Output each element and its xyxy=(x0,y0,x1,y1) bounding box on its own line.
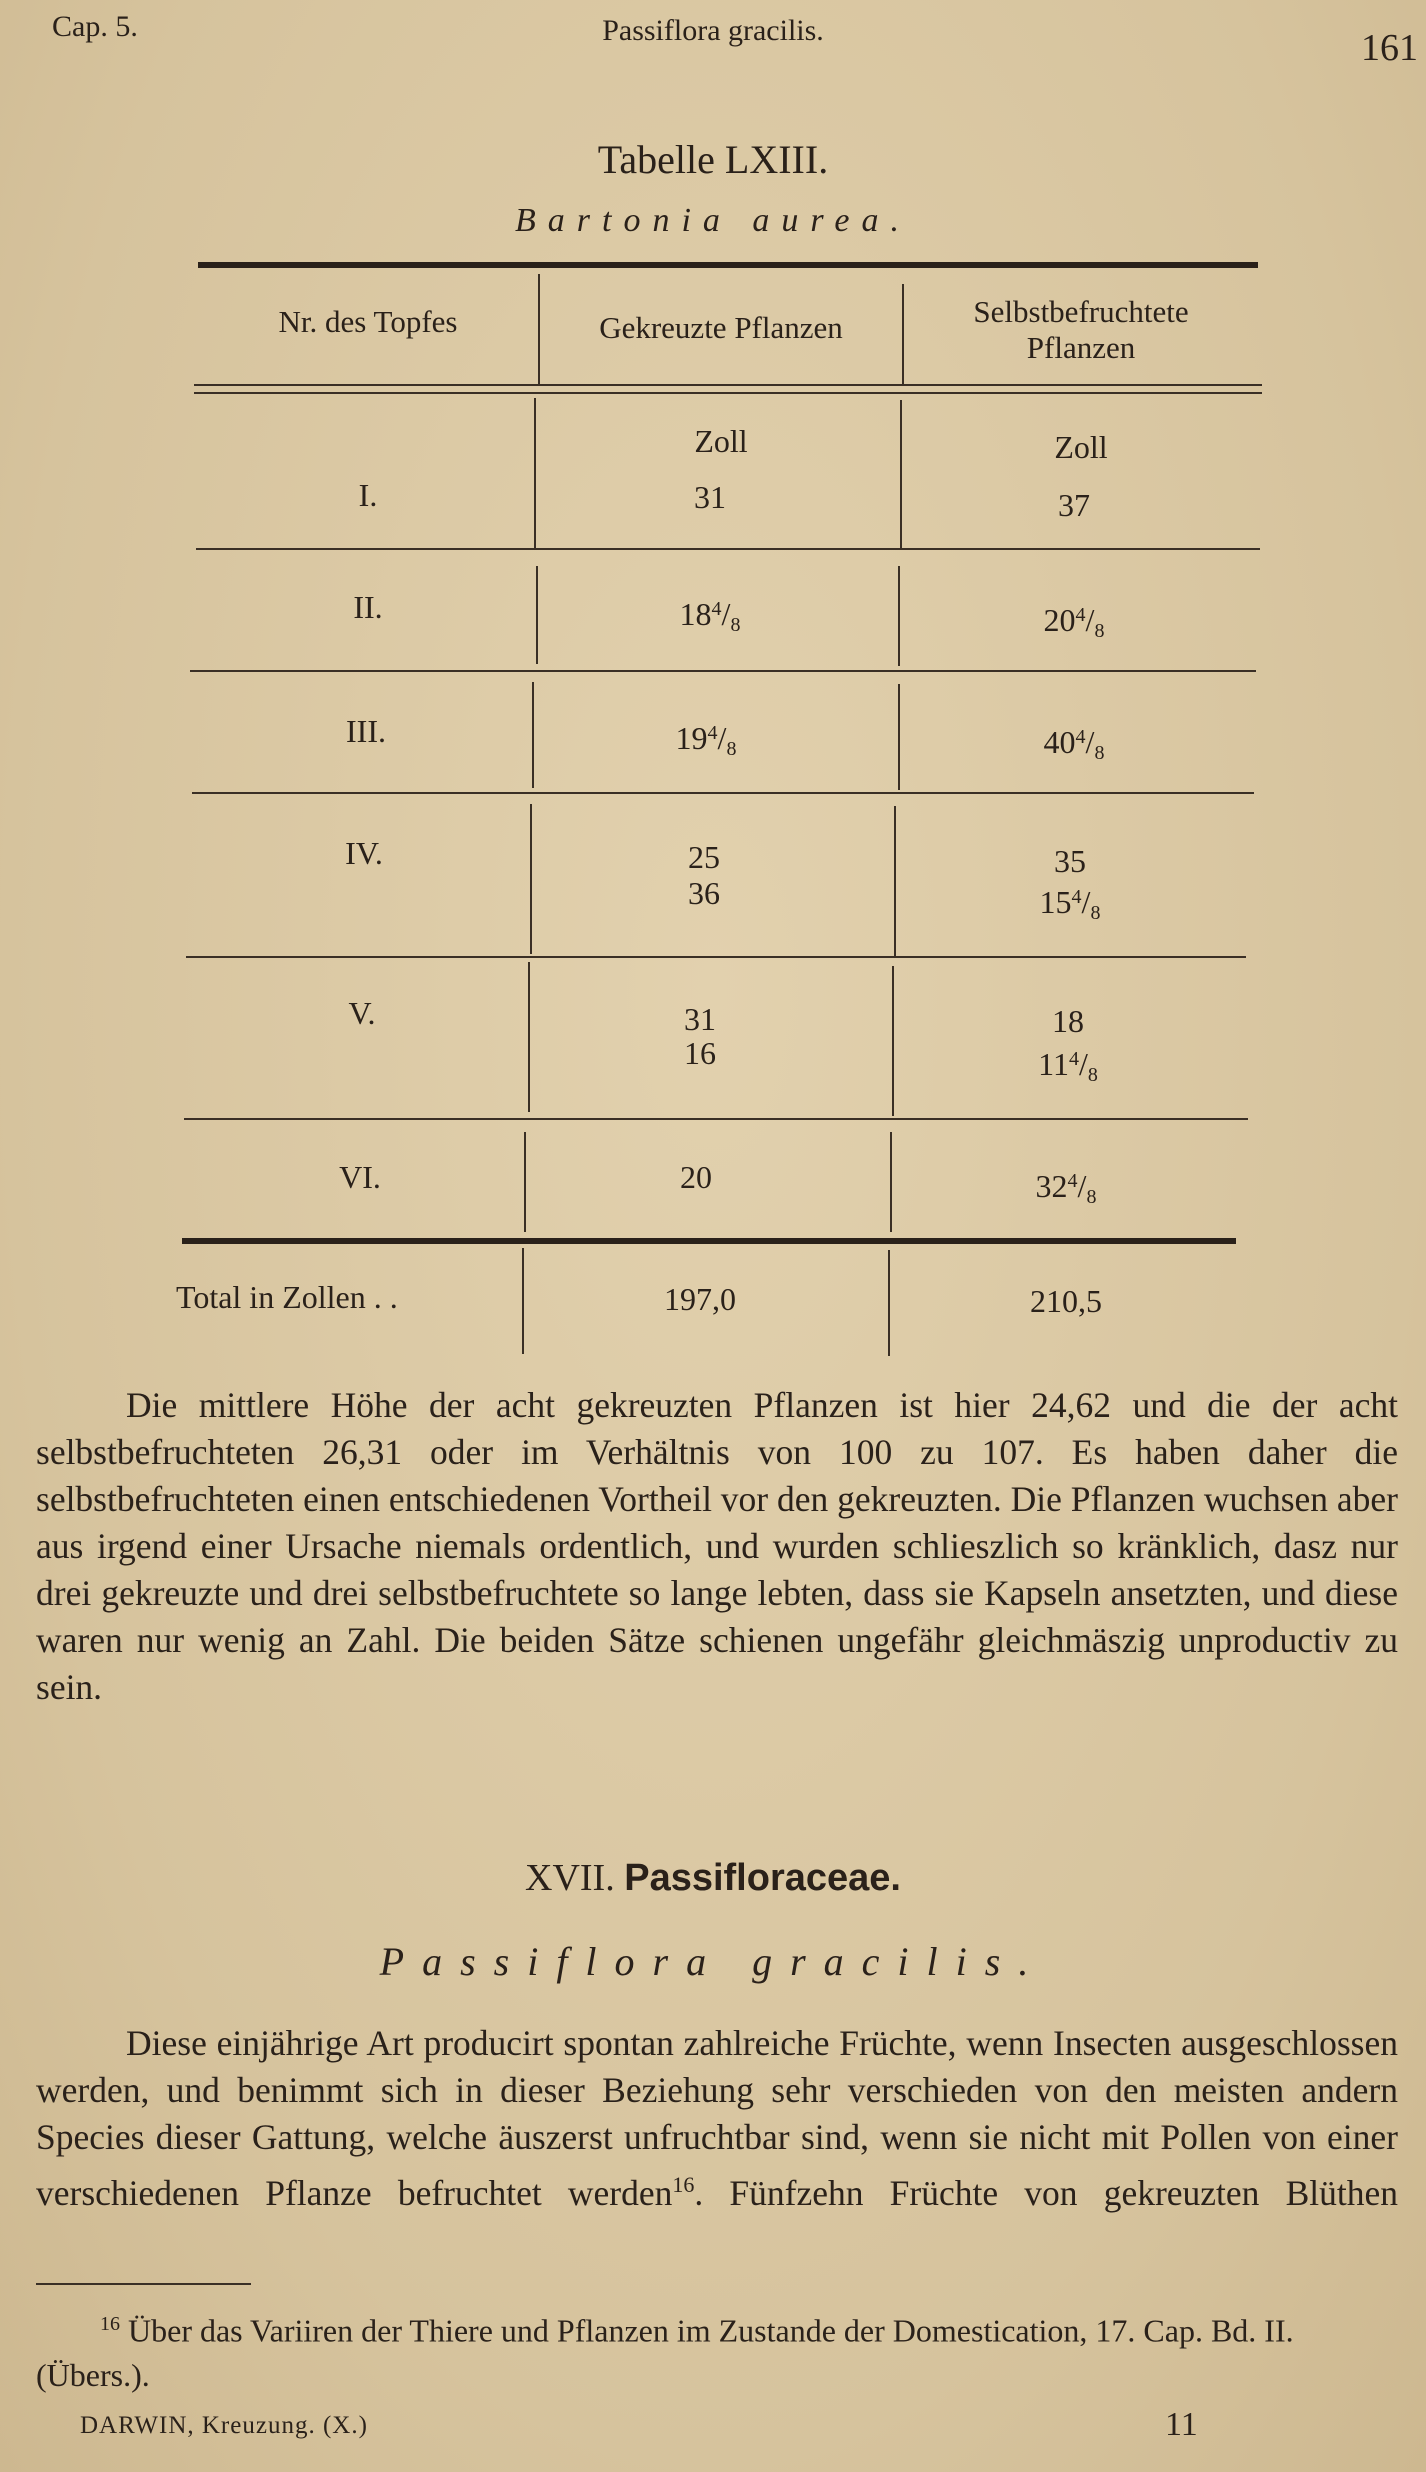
row-2-pot: II. xyxy=(353,589,383,625)
col-divider-r2-b xyxy=(898,566,900,666)
row-5-self-2: $11^4/_8$ xyxy=(1038,1046,1098,1086)
page-number: 161 xyxy=(1361,27,1418,69)
running-head-chapter: Cap. 5. xyxy=(52,10,138,43)
row-4-self-2: $15^4/_8$ xyxy=(1039,884,1101,924)
table-title: Tabelle LXIII. xyxy=(597,137,829,182)
col-divider-r4-b xyxy=(894,806,896,956)
row-5-self-1: 18 xyxy=(1052,1003,1084,1039)
row-rule-5 xyxy=(184,1118,1248,1120)
row-5-crossed-1: 31 xyxy=(684,1001,716,1037)
table-total-rule xyxy=(182,1238,1236,1244)
row-4-crossed-1: 25 xyxy=(688,839,720,875)
header-crossed: Gekreuzte Pflanzen xyxy=(599,310,843,345)
col-divider-total-b xyxy=(888,1250,890,1356)
col-divider-r6-b xyxy=(890,1132,892,1232)
row-2-crossed: $18^4/_8$ xyxy=(679,596,741,636)
unit-crossed: Zoll xyxy=(694,423,748,459)
total-crossed: 197,0 xyxy=(664,1281,736,1317)
footnote xyxy=(36,2302,1398,2397)
footnote-mark: 16 xyxy=(100,2313,120,2335)
printer-signature: DARWIN, Kreuzung. (X.) xyxy=(80,2412,368,2439)
col-divider-r4-a xyxy=(530,804,532,954)
row-4-crossed-2: 36 xyxy=(688,875,720,911)
footnote-reference: 16 xyxy=(672,2172,695,2197)
row-1-crossed: 31 xyxy=(694,479,726,515)
section-heading xyxy=(0,1856,1426,1900)
unit-self: Zoll xyxy=(1054,429,1108,465)
row-3-crossed: $19^4/_8$ xyxy=(675,720,737,760)
row-1-self: 37 xyxy=(1058,487,1090,523)
row-rule-1 xyxy=(196,548,1260,550)
row-rule-4 xyxy=(186,956,1246,958)
table-top-rule xyxy=(198,262,1258,268)
row-5-crossed-2: 16 xyxy=(684,1035,716,1071)
header-self xyxy=(904,294,1258,366)
row-4-self-1: 35 xyxy=(1054,843,1086,879)
header-divider-1 xyxy=(538,274,540,384)
total-label: Total in Zollen . . xyxy=(176,1279,398,1315)
col-divider-r3-b xyxy=(898,684,900,790)
paragraph-2-text: Diese einjährige Art producirt spontan zahlreiche Früchte, wenn Insecten ausgeschlossen werden, und benimmt sich in dieser Beziehung sehr verschieden von den meisten andern Species dieser Gattung, welche äuszerst unfruchtbar sind, wenn sie nicht mit Pollen von einer verschiedenen Pflanze befruchtet werden xyxy=(36,2023,1398,2213)
col-divider-r1-a xyxy=(534,398,536,548)
row-6-pot: VI. xyxy=(339,1159,381,1195)
row-2-self: $20^4/_8$ xyxy=(1043,602,1105,642)
row-rule-3 xyxy=(192,792,1254,794)
table-subtitle: Bartonia aurea. xyxy=(515,202,911,239)
row-6-crossed: 20 xyxy=(680,1159,712,1195)
running-head-title: Passiflora gracilis. xyxy=(602,14,824,47)
paragraph-2-tail: . Fünfzehn Früchte von gekreuzten Blüthen xyxy=(694,2172,1398,2213)
header-divider-2 xyxy=(902,284,904,384)
paragraph-1: Die mittlere Höhe der acht gekreuzten Pflanzen ist hier 24,62 und die der acht selbstbefruchteten 26,31 oder im Verhältnis von 100 zu 107. Es haben daher die selbstbefruchteten einen entschiedenen Vortheil vor den gekreuzten. Die Pflanzen wuchsen aber aus irgend einer Ursache niemals ordentlich, und wurden schlieszlich so kränklich, dasz nur drei gekreuzte und drei selbstbefruchtete so lange lebten, dass sie Kapseln ansetzten, und diese waren nur wenig an Zahl. Die beiden Sätze schienen ungefähr gleichmäszig unproductiv zu sein. xyxy=(36,1385,1398,1707)
header-rule-a xyxy=(194,384,1262,386)
paragraph-2 xyxy=(36,2020,1398,2217)
row-3-self: $40^4/_8$ xyxy=(1043,724,1105,764)
row-rule-2 xyxy=(190,670,1256,672)
row-6-self: $32^4/_8$ xyxy=(1035,1168,1097,1208)
header-self-line1: Selbstbefruchtete xyxy=(973,294,1189,329)
footnote-text: Über das Variiren der Thiere und Pflanzen im Zustande der Domestication, 17. Cap. Bd. II. (Übers.). xyxy=(36,2312,1294,2393)
row-5-pot: V. xyxy=(348,995,376,1031)
row-3-pot: III. xyxy=(346,713,386,749)
row-4-pot: IV. xyxy=(345,835,383,871)
section-numeral: XVII. xyxy=(525,1857,615,1899)
section-name: Passifloraceae. xyxy=(624,1857,901,1899)
header-self-line2: Pflanzen xyxy=(1026,330,1136,365)
col-divider-r5-b xyxy=(892,966,894,1116)
sheet-number: 11 xyxy=(1165,2406,1198,2443)
species-heading: Passiflora gracilis. xyxy=(379,1939,1047,1984)
total-self: 210,5 xyxy=(1030,1283,1102,1319)
header-pot: Nr. des Topfes xyxy=(278,304,458,339)
header-rule-b xyxy=(194,392,1262,394)
row-1-pot: I. xyxy=(358,477,378,513)
footnote-rule xyxy=(36,2283,251,2285)
